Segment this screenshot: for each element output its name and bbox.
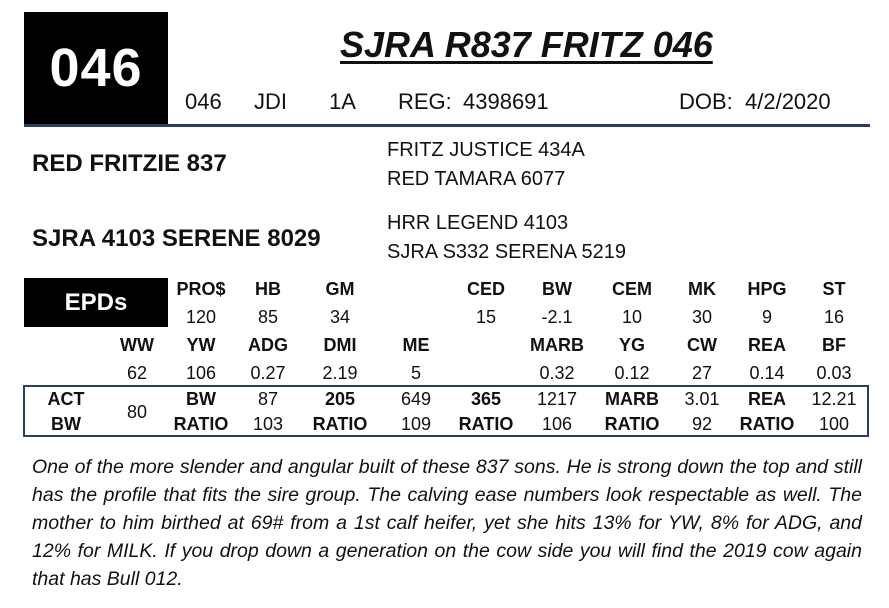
epd-header-yg: YG bbox=[618, 335, 646, 355]
act-bw-value: 80 bbox=[126, 402, 148, 422]
reg-label: REG: bbox=[398, 89, 452, 114]
epd-header-ced: CED bbox=[466, 279, 506, 299]
perf-label-bottom: RATIO bbox=[312, 414, 368, 434]
perf-value-top: 3.01 bbox=[684, 389, 720, 409]
epd-header-pro: PRO$ bbox=[176, 279, 226, 299]
epd-value-cw: 27 bbox=[691, 363, 713, 383]
epd-header-marb: MARB bbox=[530, 335, 584, 355]
epd-value-ced: 15 bbox=[475, 307, 497, 327]
epd-value-st: 16 bbox=[823, 307, 845, 327]
epd-value-bf: 0.03 bbox=[816, 363, 852, 383]
epd-value-yg: 0.12 bbox=[614, 363, 650, 383]
perf-label-top: MARB bbox=[605, 389, 659, 409]
perf-label-top: 365 bbox=[470, 389, 502, 409]
dob-label: DOB: bbox=[679, 89, 733, 114]
epd-value-rea: 0.14 bbox=[749, 363, 785, 383]
perf-label-bottom: RATIO bbox=[458, 414, 514, 434]
epds-label: EPDs bbox=[24, 278, 168, 327]
epd-value-gm: 34 bbox=[329, 307, 351, 327]
perf-label-top: 205 bbox=[324, 389, 356, 409]
epd-header-hb: HB bbox=[255, 279, 281, 299]
epd-value-pro: 120 bbox=[185, 307, 217, 327]
sire-dam: RED TAMARA 6077 bbox=[387, 168, 566, 190]
epd-value-marb: 0.32 bbox=[539, 363, 575, 383]
perf-value-top: 649 bbox=[400, 389, 432, 409]
perf-value-top: 1217 bbox=[536, 389, 578, 409]
sire-name: RED FRITZIE 837 bbox=[32, 150, 227, 177]
epd-value-bw: -2.1 bbox=[541, 307, 573, 327]
perf-value-bottom: 100 bbox=[818, 414, 850, 434]
epd-value-hpg: 9 bbox=[761, 307, 773, 327]
dob-value: 4/2/2020 bbox=[745, 89, 831, 114]
perf-value-top: 12.21 bbox=[811, 389, 857, 409]
perf-value-top: 87 bbox=[257, 389, 279, 409]
epd-value-mk: 30 bbox=[691, 307, 713, 327]
epd-header-rea: REA bbox=[747, 335, 787, 355]
perf-value-bottom: 109 bbox=[400, 414, 432, 434]
dam-dam: SJRA S332 SERENA 5219 bbox=[387, 241, 627, 263]
perf-label-top: REA bbox=[747, 389, 787, 409]
epd-header-st: ST bbox=[822, 279, 846, 299]
description-text: One of the more slender and angular built of these 837 sons. He is strong down the top and still has the profile that fits the sire group. The calving ease numbers look respectable as well. The mother to him birthed at 69# from a 1st calf heifer, yet she hits 13% for YW, 8% for ADG, and 12% for MILK. If you drop down a generation on the cow side you will find the 2019 cow again that has Bull 012. bbox=[32, 456, 862, 590]
epd-value-adg: 0.27 bbox=[250, 363, 286, 383]
epd-value-me: 5 bbox=[410, 363, 422, 383]
id-code: 1A bbox=[329, 89, 356, 114]
epd-header-gm: GM bbox=[325, 279, 355, 299]
epd-value-yw: 106 bbox=[185, 363, 217, 383]
herd-code: JDI bbox=[254, 89, 287, 114]
reg-number: 4398691 bbox=[463, 89, 549, 114]
dam-name: SJRA 4103 SERENE 8029 bbox=[32, 225, 321, 252]
epd-value-cem: 10 bbox=[621, 307, 643, 327]
sire-sire: FRITZ JUSTICE 434A bbox=[387, 139, 585, 161]
perf-value-bottom: 106 bbox=[541, 414, 573, 434]
epd-header-me: ME bbox=[402, 335, 430, 355]
dam-sire: HRR LEGEND 4103 bbox=[387, 212, 569, 234]
epd-value-dmi: 2.19 bbox=[322, 363, 358, 383]
epd-header-yw: YW bbox=[186, 335, 216, 355]
perf-label-top: BW bbox=[186, 389, 216, 409]
lot-number-badge: 046 bbox=[24, 12, 168, 124]
perf-value-bottom: 103 bbox=[252, 414, 284, 434]
epd-header-mk: MK bbox=[688, 279, 716, 299]
perf-label-bottom: RATIO bbox=[173, 414, 229, 434]
epd-value-hb: 85 bbox=[257, 307, 279, 327]
epd-header-hpg: HPG bbox=[747, 279, 787, 299]
act-label: ACT bbox=[47, 389, 85, 409]
tag-number: 046 bbox=[185, 89, 222, 114]
epd-header-bf: BF bbox=[822, 335, 846, 355]
epd-header-bw: BW bbox=[542, 279, 572, 299]
perf-label-bottom: RATIO bbox=[604, 414, 660, 434]
perf-value-bottom: 92 bbox=[691, 414, 713, 434]
header-divider bbox=[24, 124, 870, 127]
animal-name-title: SJRA R837 FRITZ 046 bbox=[340, 24, 713, 65]
epd-value-ww: 62 bbox=[126, 363, 148, 383]
bw-label: BW bbox=[51, 414, 81, 434]
epd-header-cw: CW bbox=[687, 335, 717, 355]
epd-header-dmi: DMI bbox=[323, 335, 357, 355]
perf-label-bottom: RATIO bbox=[739, 414, 795, 434]
epd-header-ww: WW bbox=[120, 335, 154, 355]
epd-header-adg: ADG bbox=[248, 335, 288, 355]
epd-header-cem: CEM bbox=[612, 279, 652, 299]
